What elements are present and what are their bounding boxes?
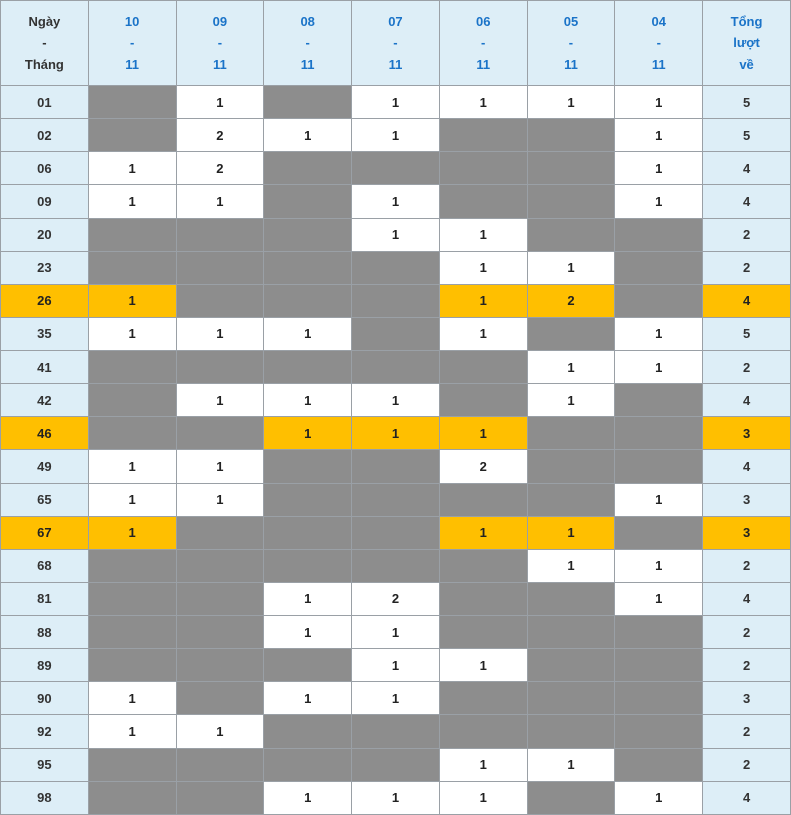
cell-empty — [88, 351, 176, 384]
cell-empty — [352, 483, 440, 516]
row-total: 4 — [703, 152, 791, 185]
cell-count: 1 — [615, 86, 703, 119]
cell-empty — [615, 616, 703, 649]
cell-empty — [439, 351, 527, 384]
cell-count: 1 — [176, 384, 264, 417]
cell-empty — [527, 317, 615, 350]
cell-empty — [352, 284, 440, 317]
header-date-col-4[interactable] — [439, 1, 527, 86]
row-total: 2 — [703, 351, 791, 384]
cell-count: 1 — [439, 284, 527, 317]
cell-count: 1 — [88, 483, 176, 516]
row-total: 2 — [703, 251, 791, 284]
header-date-day: 09 — [212, 13, 228, 29]
row-total: 2 — [703, 748, 791, 781]
cell-empty — [176, 516, 264, 549]
row-number-label: 06 — [1, 152, 89, 185]
table-row — [1, 516, 791, 549]
cell-count: 2 — [176, 119, 264, 152]
table-row — [1, 649, 791, 682]
header-date-col-0[interactable] — [88, 1, 176, 86]
table-row — [1, 549, 791, 582]
cell-empty — [527, 616, 615, 649]
cell-count: 1 — [176, 715, 264, 748]
cell-count: 1 — [439, 317, 527, 350]
cell-empty — [439, 616, 527, 649]
header-date-month: 11 — [388, 56, 403, 72]
row-number-label: 20 — [1, 218, 89, 251]
row-total: 5 — [703, 119, 791, 152]
cell-empty — [176, 616, 264, 649]
cell-empty — [176, 549, 264, 582]
cell-empty — [176, 417, 264, 450]
table-row — [1, 715, 791, 748]
cell-empty — [615, 516, 703, 549]
cell-count: 1 — [615, 317, 703, 350]
cell-empty — [615, 384, 703, 417]
cell-empty — [439, 682, 527, 715]
header-date-sep: - — [481, 35, 486, 51]
cell-count: 1 — [527, 384, 615, 417]
row-number-label: 09 — [1, 185, 89, 218]
row-number-label: 46 — [1, 417, 89, 450]
cell-empty — [527, 152, 615, 185]
cell-empty — [88, 384, 176, 417]
cell-empty — [176, 682, 264, 715]
header-date-month: 11 — [300, 56, 315, 72]
row-total: 2 — [703, 218, 791, 251]
table-row — [1, 582, 791, 615]
cell-count: 1 — [88, 185, 176, 218]
cell-empty — [527, 682, 615, 715]
cell-empty — [439, 185, 527, 218]
row-number-label: 23 — [1, 251, 89, 284]
cell-empty — [176, 284, 264, 317]
table-row — [1, 682, 791, 715]
cell-empty — [264, 715, 352, 748]
cell-empty — [264, 516, 352, 549]
cell-empty — [264, 218, 352, 251]
cell-count: 1 — [352, 682, 440, 715]
table-row — [1, 185, 791, 218]
header-date-day: 07 — [388, 13, 403, 29]
header-date-day: 08 — [300, 13, 315, 29]
header-date-col-2[interactable] — [264, 1, 352, 86]
row-number-label: 81 — [1, 582, 89, 615]
cell-count: 1 — [176, 450, 264, 483]
cell-count: 1 — [176, 483, 264, 516]
header-date-col-3[interactable] — [352, 1, 440, 86]
cell-count: 1 — [615, 351, 703, 384]
cell-empty — [615, 284, 703, 317]
cell-count: 1 — [439, 251, 527, 284]
cell-empty — [615, 649, 703, 682]
cell-empty — [88, 417, 176, 450]
cell-empty — [264, 284, 352, 317]
header-day-month-line-2: - — [42, 35, 47, 51]
row-total: 3 — [703, 483, 791, 516]
cell-empty — [527, 483, 615, 516]
cell-empty — [176, 781, 264, 814]
row-total: 2 — [703, 649, 791, 682]
cell-empty — [88, 616, 176, 649]
row-number-label: 68 — [1, 549, 89, 582]
cell-count: 1 — [176, 185, 264, 218]
cell-count: 1 — [352, 86, 440, 119]
table-row — [1, 450, 791, 483]
cell-count: 1 — [264, 119, 352, 152]
table-row — [1, 748, 791, 781]
cell-count: 1 — [88, 317, 176, 350]
row-total: 4 — [703, 384, 791, 417]
cell-empty — [88, 251, 176, 284]
row-total: 3 — [703, 682, 791, 715]
header-date-col-5[interactable] — [527, 1, 615, 86]
row-number-label: 95 — [1, 748, 89, 781]
header-day-month-line-1: Ngày — [28, 13, 61, 29]
cell-count: 1 — [439, 516, 527, 549]
header-total-line-2: lượt — [733, 35, 760, 51]
cell-empty — [352, 450, 440, 483]
cell-count: 1 — [352, 384, 440, 417]
cell-count: 1 — [264, 616, 352, 649]
cell-count: 2 — [439, 450, 527, 483]
header-date-month: 11 — [213, 56, 227, 72]
cell-count: 1 — [88, 152, 176, 185]
cell-empty — [352, 516, 440, 549]
cell-count: 1 — [264, 781, 352, 814]
cell-count: 1 — [264, 582, 352, 615]
cell-count: 1 — [615, 781, 703, 814]
cell-empty — [264, 483, 352, 516]
row-number-label: 49 — [1, 450, 89, 483]
cell-empty — [264, 152, 352, 185]
cell-empty — [527, 781, 615, 814]
header-date-sep: - — [305, 35, 310, 51]
cell-empty — [615, 748, 703, 781]
row-number-label: 92 — [1, 715, 89, 748]
table-row — [1, 351, 791, 384]
cell-count: 1 — [527, 351, 615, 384]
row-total: 4 — [703, 781, 791, 814]
cell-empty — [88, 649, 176, 682]
cell-count: 1 — [439, 649, 527, 682]
cell-empty — [352, 351, 440, 384]
row-number-label: 26 — [1, 284, 89, 317]
cell-empty — [615, 251, 703, 284]
header-date-month: 11 — [651, 56, 666, 72]
row-number-label: 41 — [1, 351, 89, 384]
cell-empty — [439, 483, 527, 516]
table-row — [1, 384, 791, 417]
row-number-label: 02 — [1, 119, 89, 152]
cell-count: 1 — [439, 218, 527, 251]
cell-count: 1 — [439, 417, 527, 450]
cell-count: 1 — [352, 218, 440, 251]
cell-empty — [176, 649, 264, 682]
cell-count: 1 — [264, 682, 352, 715]
cell-count: 1 — [527, 516, 615, 549]
table-row — [1, 218, 791, 251]
cell-count: 1 — [527, 251, 615, 284]
cell-empty — [439, 549, 527, 582]
cell-empty — [88, 549, 176, 582]
cell-count: 1 — [352, 417, 440, 450]
cell-empty — [88, 119, 176, 152]
cell-count: 1 — [88, 715, 176, 748]
header-date-sep: - — [129, 35, 135, 51]
header-date-day: 04 — [651, 13, 666, 29]
cell-count: 1 — [615, 483, 703, 516]
cell-empty — [88, 748, 176, 781]
header-date-month: 11 — [125, 56, 140, 72]
row-total: 3 — [703, 516, 791, 549]
cell-count: 1 — [439, 748, 527, 781]
cell-empty — [527, 649, 615, 682]
header-date-sep: - — [393, 35, 398, 51]
cell-count: 1 — [352, 649, 440, 682]
table-row — [1, 119, 791, 152]
row-number-label: 65 — [1, 483, 89, 516]
cell-empty — [615, 218, 703, 251]
cell-count: 1 — [439, 86, 527, 119]
table-row — [1, 317, 791, 350]
cell-count: 1 — [176, 86, 264, 119]
table-row — [1, 284, 791, 317]
row-number-label: 42 — [1, 384, 89, 417]
cell-empty — [264, 251, 352, 284]
row-total: 4 — [703, 185, 791, 218]
cell-count: 1 — [615, 549, 703, 582]
row-number-label: 88 — [1, 616, 89, 649]
cell-empty — [439, 384, 527, 417]
header-day-month-line-3: Tháng — [24, 56, 64, 72]
cell-empty — [176, 351, 264, 384]
row-total: 3 — [703, 417, 791, 450]
row-total: 4 — [703, 284, 791, 317]
cell-count: 1 — [615, 185, 703, 218]
cell-empty — [527, 582, 615, 615]
header-date-sep: - — [656, 35, 661, 51]
table-row — [1, 781, 791, 814]
header-date-day: 10 — [124, 13, 140, 29]
table-row — [1, 86, 791, 119]
cell-empty — [176, 582, 264, 615]
header-total-line-1: Tổng — [730, 13, 763, 29]
cell-empty — [88, 582, 176, 615]
table-row — [1, 152, 791, 185]
row-number-label: 67 — [1, 516, 89, 549]
cell-empty — [88, 218, 176, 251]
header-day-month — [1, 1, 89, 86]
cell-empty — [176, 218, 264, 251]
cell-count: 2 — [352, 582, 440, 615]
table-header — [1, 1, 791, 86]
cell-empty — [352, 748, 440, 781]
cell-count: 2 — [527, 284, 615, 317]
row-total: 2 — [703, 616, 791, 649]
cell-empty — [88, 86, 176, 119]
cell-empty — [615, 450, 703, 483]
row-total: 5 — [703, 317, 791, 350]
table-row — [1, 417, 791, 450]
cell-count: 1 — [264, 317, 352, 350]
cell-empty — [527, 417, 615, 450]
row-number-label: 90 — [1, 682, 89, 715]
row-total: 5 — [703, 86, 791, 119]
row-number-label: 35 — [1, 317, 89, 350]
cell-count: 1 — [264, 417, 352, 450]
cell-empty — [352, 251, 440, 284]
header-total — [703, 1, 791, 86]
cell-count: 1 — [439, 781, 527, 814]
header-date-month: 11 — [564, 56, 578, 72]
cell-empty — [615, 417, 703, 450]
cell-empty — [352, 715, 440, 748]
cell-empty — [352, 317, 440, 350]
cell-empty — [352, 152, 440, 185]
cell-count: 1 — [352, 781, 440, 814]
cell-empty — [527, 715, 615, 748]
cell-count: 1 — [88, 682, 176, 715]
cell-count: 1 — [527, 748, 615, 781]
table-row — [1, 483, 791, 516]
cell-empty — [527, 218, 615, 251]
table-row — [1, 251, 791, 284]
header-date-day: 06 — [475, 13, 491, 29]
cell-empty — [527, 119, 615, 152]
cell-empty — [615, 715, 703, 748]
cell-count: 1 — [88, 516, 176, 549]
cell-empty — [264, 649, 352, 682]
row-total: 4 — [703, 450, 791, 483]
cell-empty — [264, 450, 352, 483]
cell-empty — [88, 781, 176, 814]
cell-count: 1 — [615, 152, 703, 185]
cell-count: 1 — [88, 450, 176, 483]
cell-count: 1 — [352, 119, 440, 152]
table-row — [1, 616, 791, 649]
cell-count: 1 — [615, 119, 703, 152]
header-date-sep: - — [217, 35, 223, 51]
cell-empty — [527, 185, 615, 218]
row-total: 2 — [703, 549, 791, 582]
cell-empty — [264, 185, 352, 218]
cell-empty — [264, 351, 352, 384]
row-number-label: 98 — [1, 781, 89, 814]
cell-count: 1 — [352, 185, 440, 218]
cell-empty — [439, 715, 527, 748]
cell-count: 1 — [88, 284, 176, 317]
row-total: 4 — [703, 582, 791, 615]
cell-count: 1 — [527, 549, 615, 582]
header-date-sep: - — [568, 35, 574, 51]
header-date-col-1[interactable] — [176, 1, 264, 86]
cell-empty — [527, 450, 615, 483]
row-number-label: 89 — [1, 649, 89, 682]
cell-count: 1 — [615, 582, 703, 615]
cell-empty — [352, 549, 440, 582]
cell-empty — [264, 86, 352, 119]
cell-empty — [439, 582, 527, 615]
table-header-row — [1, 1, 791, 86]
cell-count: 1 — [527, 86, 615, 119]
row-total: 2 — [703, 715, 791, 748]
header-date-day: 05 — [563, 13, 579, 29]
cell-empty — [439, 119, 527, 152]
cell-count: 1 — [176, 317, 264, 350]
table-body — [1, 86, 791, 815]
cell-empty — [439, 152, 527, 185]
cell-empty — [176, 748, 264, 781]
cell-empty — [176, 251, 264, 284]
cell-empty — [264, 549, 352, 582]
cell-count: 2 — [176, 152, 264, 185]
cell-count: 1 — [264, 384, 352, 417]
cell-count: 1 — [352, 616, 440, 649]
cell-empty — [264, 748, 352, 781]
row-number-label: 01 — [1, 86, 89, 119]
header-date-col-6[interactable] — [615, 1, 703, 86]
cell-empty — [615, 682, 703, 715]
header-date-month: 11 — [476, 56, 491, 72]
header-total-line-3: về — [739, 56, 754, 72]
